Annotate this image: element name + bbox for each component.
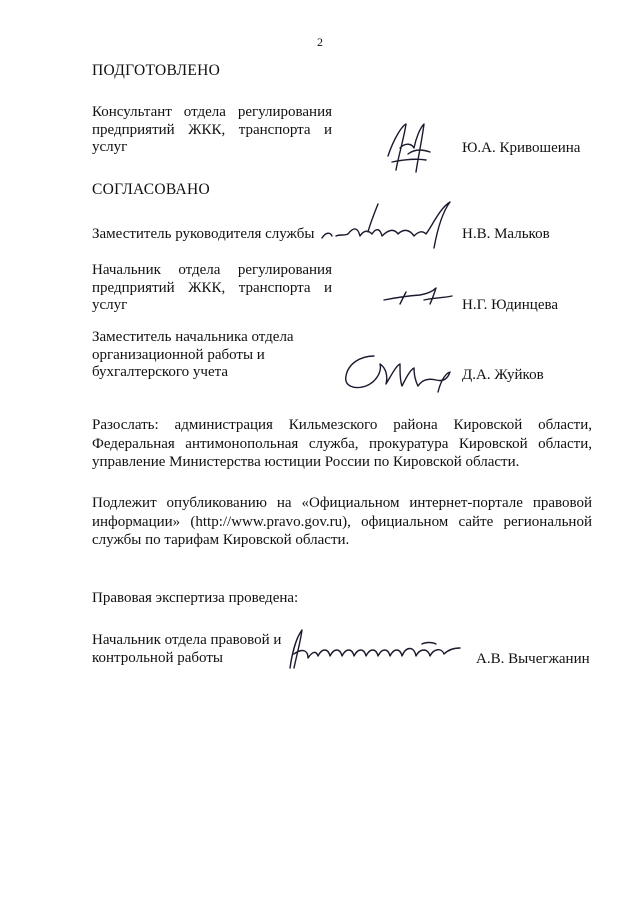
- page-number: 2: [317, 35, 323, 49]
- distribution-paragraph: Разослать: администрация Кильмезского района Кировской области, Федеральная антимонопольная служба, прокуратура Кировской области, управление Министерства юстиции России по Кировской области.: [92, 417, 592, 470]
- agreed-heading: СОГЛАСОВАНО: [92, 181, 211, 198]
- agreed-name-3: Д.А. Жуйков: [462, 367, 544, 383]
- agreed-name-2: Н.Г. Юдинцева: [462, 297, 559, 313]
- prepared-heading: ПОДГОТОВЛЕНО: [92, 62, 221, 79]
- prepared-position: Консультант отдела регулирования предприятий ЖКК, транспорта и услуг: [92, 104, 332, 155]
- signature-zhuykov: [340, 350, 456, 394]
- agreed-position-3: Заместитель начальника отдела организационной работы и бухгалтерского учета: [92, 329, 294, 380]
- agreed-position-2: Начальник отдела регулирования предприятий ЖКК, транспорта и услуг: [92, 262, 332, 313]
- prepared-name: Ю.А. Кривошеина: [462, 140, 581, 156]
- signature-malkov: [318, 196, 468, 258]
- signature-krivosheina: [380, 118, 438, 178]
- legal-review-position: Начальник отдела правовой и контрольной работы: [92, 632, 282, 666]
- agreed-position-1: Заместитель руководителя службы: [92, 226, 315, 242]
- signature-yudintseva: [380, 282, 456, 312]
- legal-review-note: Правовая экспертиза проведена:: [92, 590, 299, 606]
- agreed-name-1: Н.В. Мальков: [462, 226, 550, 242]
- publication-paragraph: Подлежит опубликованию на «Официальном интернет-портале правовой информации» (http://www.pravo.gov.ru), официальном сайте региональной службы по тарифам Кировской области.: [92, 495, 592, 548]
- legal-review-name: А.В. Вычегжанин: [476, 651, 590, 667]
- signature-vychegzhanin: [278, 624, 464, 674]
